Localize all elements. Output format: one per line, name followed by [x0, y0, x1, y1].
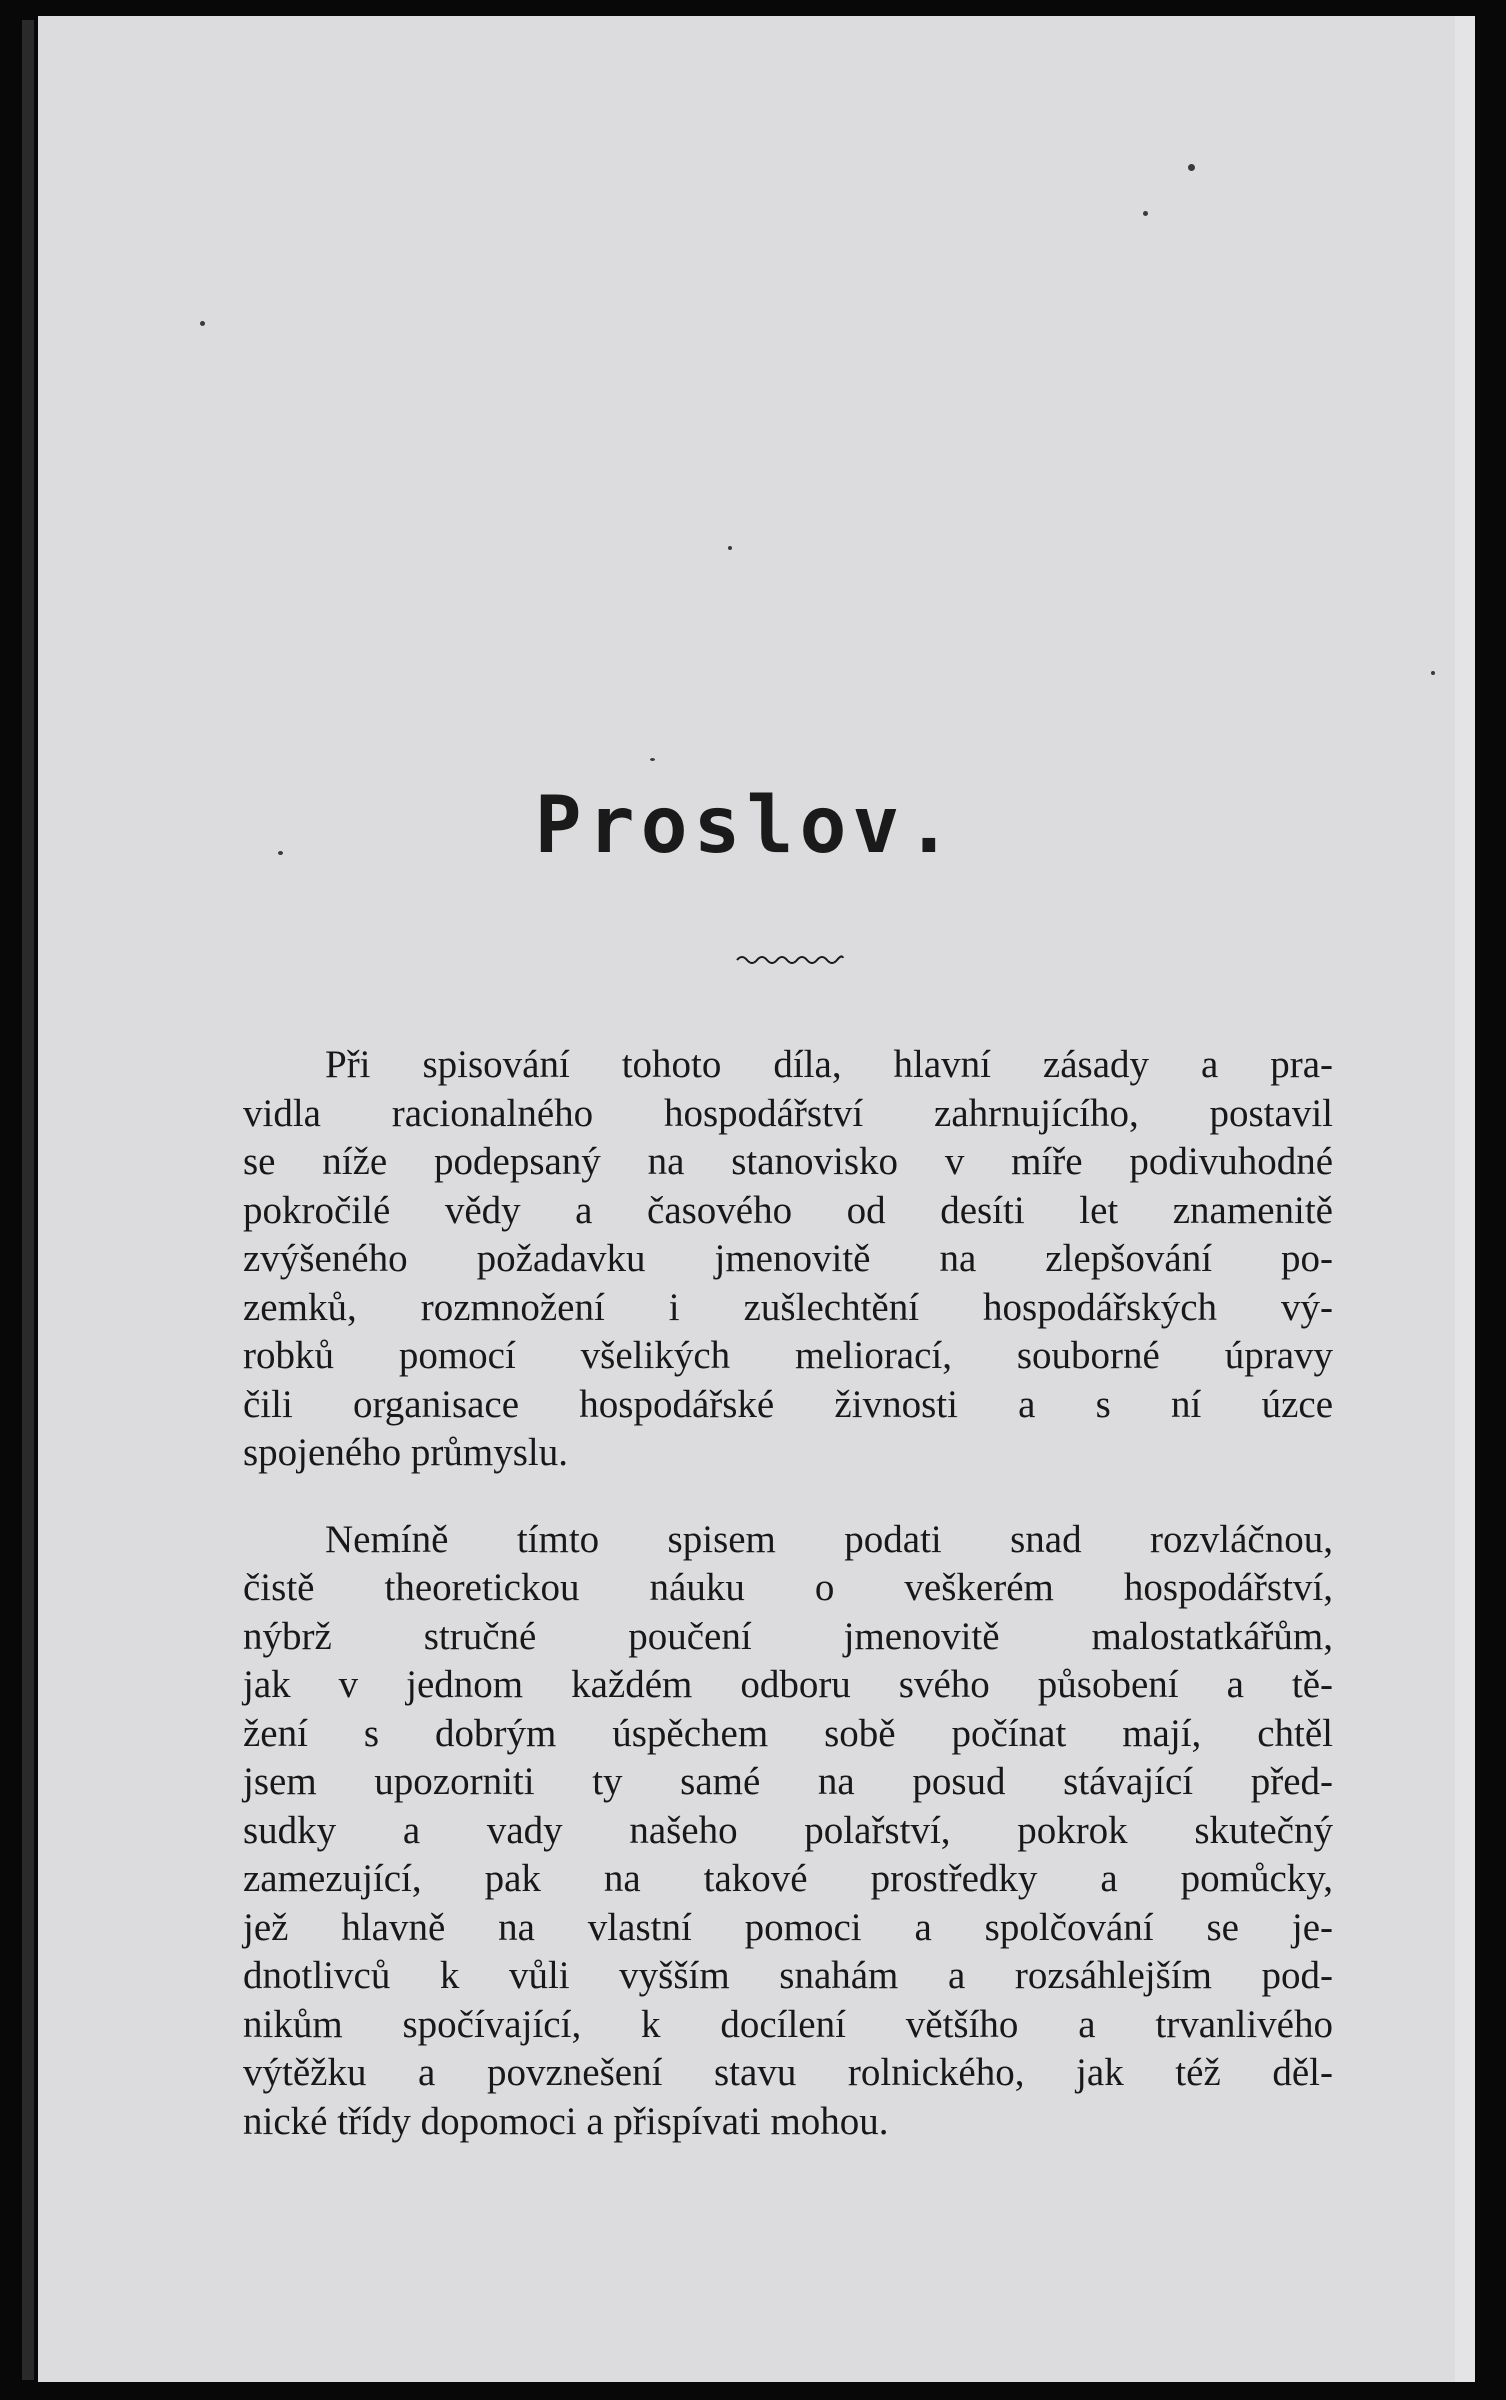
text-line: zvýšeného požadavku jmenovitě na zlepšování po- [243, 1237, 1333, 1280]
paragraph-2 [243, 1516, 1333, 2147]
book-page [38, 16, 1455, 2382]
text-line: vidla racionalného hospodářství zahrnujícího, postavil [243, 1091, 1333, 1135]
print-speck [728, 546, 732, 550]
page-right-margin [1455, 16, 1475, 2382]
text-line: nýbrž stručné poučení jmenovitě malostatkářům, [243, 1614, 1333, 1658]
print-speck [1188, 164, 1195, 171]
text-line: Při spisování tohoto díla, hlavní zásady a pra- [325, 1043, 1333, 1086]
facing-page-edge [22, 20, 34, 2380]
text-line: žení s dobrým úspěchem sobě počínat mají, chtěl [243, 1711, 1333, 1755]
print-speck [650, 758, 655, 761]
text-line: jak v jednom každém odboru svého působení a tě- [243, 1663, 1333, 1706]
text-line: výtěžku a povznešení stavu rolnického, jak též děl- [243, 2051, 1333, 2094]
text-line: čili organisace hospodářské živnosti a s ní úzce [243, 1382, 1333, 1426]
text-line: nikům spočívající, k docílení většího a trvanlivého [243, 2002, 1333, 2046]
text-line: pokročilé vědy a časového od desíti let znamenitě [243, 1188, 1333, 1232]
text-line: zemků, rozmnožení i zušlechtění hospodářských vý- [243, 1285, 1333, 1329]
print-speck [1143, 211, 1148, 216]
paragraph-1 [243, 1041, 1333, 1478]
text-line: sudky a vady našeho polařství, pokrok skutečný [243, 1808, 1333, 1852]
text-line: jsem upozorniti ty samé na posud stávající před- [243, 1760, 1333, 1803]
print-speck [1431, 671, 1435, 675]
text-line: robků pomocí všelikých meliorací, souborné úpravy [243, 1334, 1333, 1377]
text-line: dnotlivců k vůli vyšším snahám a rozsáhlejším pod- [243, 1954, 1333, 1997]
text-line: se níže podepsaný na stanovisko v míře podivuhodné [243, 1140, 1333, 1183]
text-line: zamezující, pak na takové prostředky a pomůcky, [243, 1857, 1333, 1900]
preface-body [243, 1041, 1333, 2184]
print-speck [200, 321, 205, 326]
text-line: jež hlavně na vlastní pomoci a spolčování se je- [243, 1905, 1333, 1949]
text-line: spojeného průmyslu. [243, 1431, 568, 1474]
text-line: nické třídy dopomoci a přispívati mohou. [243, 2099, 889, 2143]
title-ornament-rule [735, 951, 845, 965]
page-title: Proslov. [534, 781, 959, 871]
text-line: čistě theoretickou náuku o veškerém hospodářství, [243, 1566, 1333, 1609]
text-line: Nemíně tímto spisem podati snad rozvláčnou, [325, 1517, 1333, 1561]
